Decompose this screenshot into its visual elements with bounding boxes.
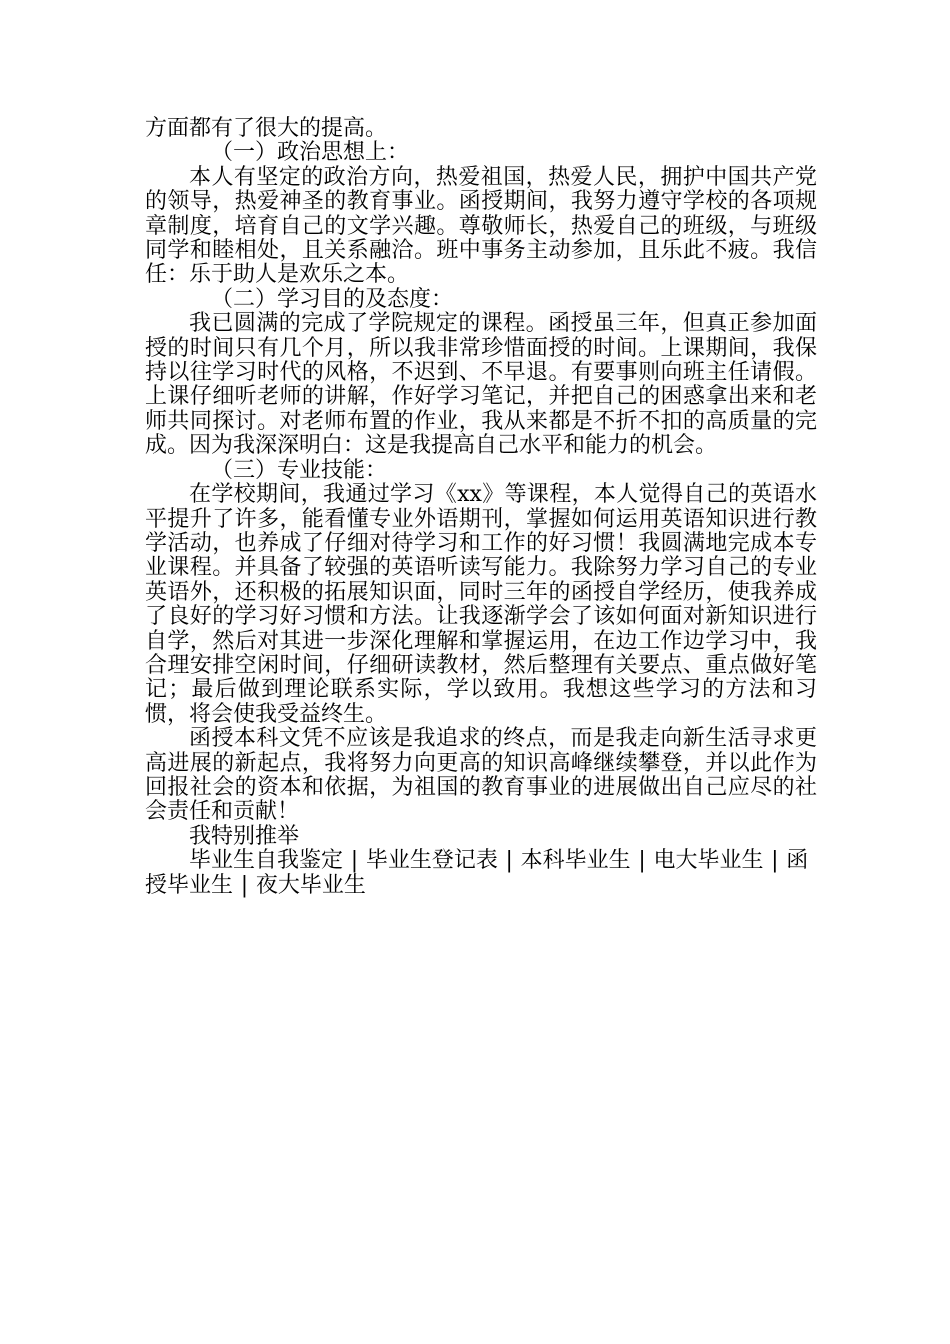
paragraph-conclusion: 函授本科文凭不应该是我追求的终点，而是我走向新生活寻求更高进展的新起点，我将努力向更高的知识高峰继续攀登，并以此作为回报社会的资本和依据，为祖国的教育事业的进展做出自己应尽的社会责任和贡献！ [145,726,817,825]
link-correspondence[interactable]: 函授毕业生 [145,848,809,898]
recommend-links [145,849,817,898]
document-page [145,117,817,898]
link-night-university[interactable]: 夜大毕业生 [255,872,366,898]
link-self-assessment[interactable]: 毕业生自我鉴定 [189,848,344,874]
link-separator: | [350,848,359,874]
link-separator: | [771,848,779,874]
paragraph-study: 我已圆满的完成了学院规定的课程。函授虽三年，但真正参加面授的时间只有几个月，所以我非常珍惜面授的时间。上课期间，我保持以往学习时代的风格，不迟到、不早退。有要事则向班主任请假。上课仔细听老师的讲解，作好学习笔记，并把自己的困惑拿出来和老师共同探讨。对老师布置的作业，我从来都是不折不扣的高质量的完成。因为我深深明白：这是我提高自己水平和能力的机会。 [145,311,817,459]
paragraph-skills: 在学校期间，我通过学习《xx》等课程，本人觉得自己的英语水平提升了许多，能看懂专业外语期刊，掌握如何运用英语知识进行教学活动，也养成了仔细对待学习和工作的好习惯！我圆满地完成本专业课程。并具备了较强的英语听读写能力。我除努力学习自己的专业英语外，还积极的拓展知识面，同时三年的函授自学经历，使我养成了良好的学习好习惯和方法。让我逐渐学会了该如何面对新知识进行自学，然后对其进一步深化理解和掌握运用，在边工作边学习中，我合理安排空闲时间，仔细研读教材，然后整理有关要点、重点做好笔记；最后做到理论联系实际，学以致用。我想这些学习的方法和习惯，将会使我受益终生。 [145,482,817,727]
recommend-label: 我特别推举 [189,823,300,849]
link-undergraduate[interactable]: 本科毕业生 [520,848,631,874]
link-tv-university[interactable]: 电大毕业生 [653,848,764,874]
paragraph-intro: 方面都有了很大的提高。 [145,116,388,141]
link-separator: | [240,872,249,898]
link-separator: | [638,848,646,874]
section-heading-politics: （一）政治思想上： [211,140,410,166]
paragraph-politics: 本人有坚定的政治方向，热爱祖国，热爱人民，拥护中国共产党的领导，热爱神圣的教育事业。函授期间，我努力遵守学校的各项规章制度，培育自己的文学兴趣。尊敬师长，热爱自己的班级，与班级同学和睦相处，且关系融洽。班中事务主动参加，且乐此不疲。我信任：乐于助人是欢乐之本。 [145,164,817,288]
section-heading-skills: （三）专业技能： [211,457,388,483]
section-heading-study: （二）学习目的及态度： [211,286,454,312]
link-separator: | [505,848,513,874]
link-registration-form[interactable]: 毕业生登记表 [365,848,498,874]
